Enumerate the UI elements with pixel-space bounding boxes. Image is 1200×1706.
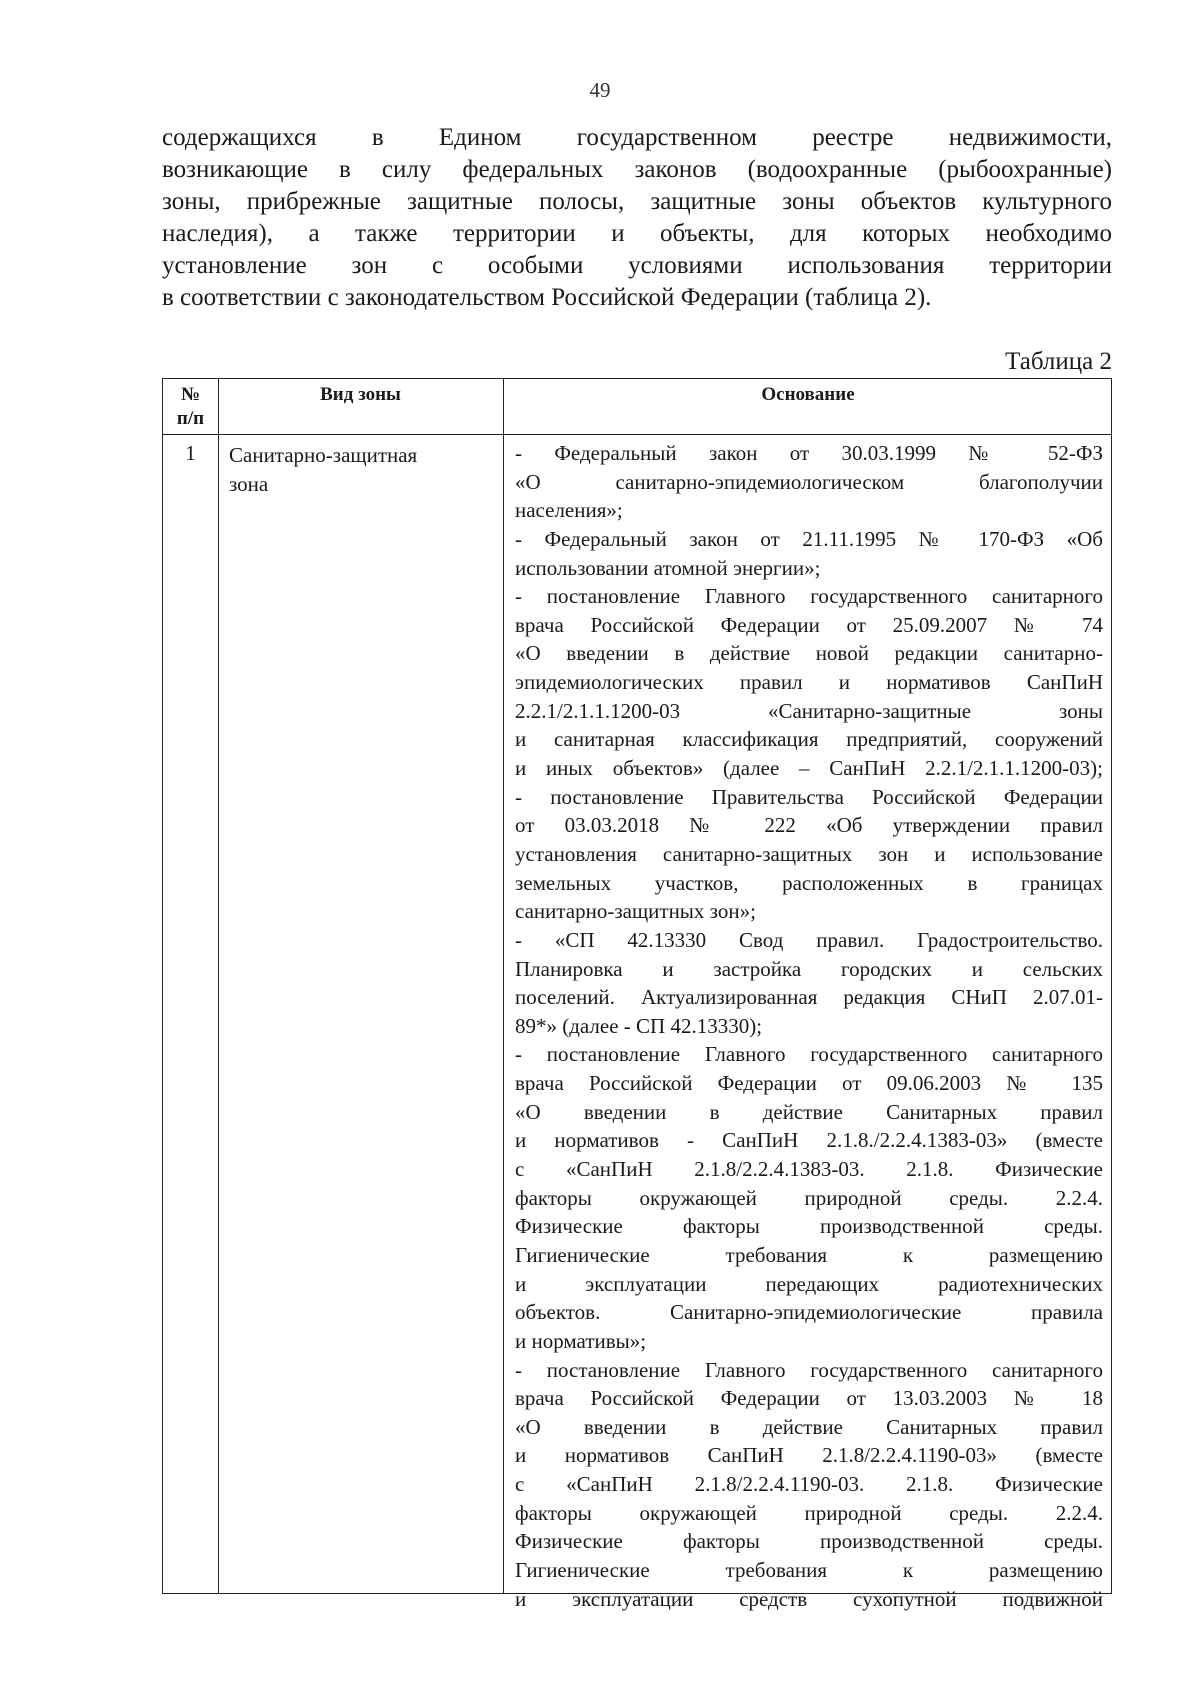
- intro-line: наследия), а также территории и объекты, для которых необходимо: [162, 220, 1112, 247]
- basis-line: и иных объектов» (далее – СанПиН 2.2.1/2.1.1.1200-03);: [515, 756, 1103, 781]
- table-caption: Таблица 2: [1005, 348, 1112, 375]
- zone-type-cell: [229, 441, 497, 498]
- basis-line: врача Российской Федерации от 25.09.2007 № 74: [515, 612, 1103, 637]
- header-number-abbrev: п/п: [176, 408, 205, 429]
- basis-line: поселений. Актуализированная редакция СНиП 2.07.01-: [515, 985, 1103, 1010]
- basis-line: и нормативы»;: [515, 1328, 647, 1353]
- intro-paragraph: [162, 122, 1112, 314]
- basis-line: и нормативов СанПиН 2.1.8/2.2.4.1190-03» (вместе: [515, 1443, 1103, 1468]
- basis-line: Физические факторы производственной среды.: [515, 1214, 1103, 1239]
- basis-line: «О введении в действие новой редакции санитарно-: [515, 641, 1103, 666]
- basis-line: факторы окружающей природной среды. 2.2.4.: [515, 1500, 1103, 1525]
- zone-type-line: Санитарно-защитная: [229, 443, 418, 467]
- basis-line: - постановление Главного государственного санитарного: [515, 584, 1103, 609]
- basis-line: земельных участков, расположенных в границах: [515, 870, 1103, 895]
- basis-line: санитарно-защитных зон»;: [515, 899, 756, 924]
- basis-line: «О введении в действие Санитарных правил: [515, 1414, 1103, 1439]
- intro-line: в соответствии с законодательством Российской Федерации (таблица 2).: [162, 284, 932, 311]
- basis-line: использовании атомной энергии»;: [515, 555, 821, 580]
- basis-line: врача Российской Федерации от 13.03.2003 № 18: [515, 1386, 1103, 1411]
- page-number: 49: [589, 78, 611, 102]
- basis-line: и нормативов - СанПиН 2.1.8./2.2.4.1383-03» (вместе: [515, 1128, 1103, 1153]
- header-zone-type: Вид зоны: [320, 384, 401, 405]
- basis-line: с «СанПиН 2.1.8/2.2.4.1383-03. 2.1.8. Физические: [515, 1157, 1103, 1182]
- basis-line: «О введении в действие Санитарных правил: [515, 1099, 1103, 1124]
- basis-line: с «СанПиН 2.1.8/2.2.4.1190-03. 2.1.8. Физические: [515, 1472, 1103, 1497]
- basis-line: - Федеральный закон от 21.11.1995 № 170-ФЗ «Об: [515, 526, 1103, 551]
- basis-line: - «СП 42.13330 Свод правил. Градостроительство.: [515, 927, 1103, 952]
- basis-line: от 03.03.2018 № 222 «Об утверждении правил: [515, 813, 1103, 838]
- basis-line: установления санитарно-защитных зон и использование: [515, 841, 1103, 866]
- basis-line: эпидемиологических правил и нормативов СанПиН: [515, 670, 1103, 695]
- column-divider: [218, 379, 219, 1593]
- header-number: [163, 383, 218, 431]
- column-divider: [503, 379, 504, 1593]
- basis-line: врача Российской Федерации от 09.06.2003 № 135: [515, 1071, 1103, 1096]
- basis-line: и санитарная классификация предприятий, сооружений: [515, 727, 1103, 752]
- intro-line: содержащихся в Едином государственном реестре недвижимости,: [162, 124, 1112, 151]
- basis-line: объектов. Санитарно-эпидемиологические правила: [515, 1300, 1103, 1325]
- basis-line: населения»;: [515, 498, 623, 523]
- basis-line: «О санитарно-эпидемиологическом благополучии: [515, 469, 1103, 494]
- basis-line: и эксплуатации средств сухопутной подвижной: [515, 1586, 1103, 1611]
- basis-cell: [515, 439, 1103, 1613]
- basis-line: - постановление Главного государственного санитарного: [515, 1042, 1103, 1067]
- zones-table: [162, 378, 1112, 1611]
- header-divider: [163, 434, 1111, 435]
- basis-line: Физические факторы производственной среды.: [515, 1529, 1103, 1554]
- intro-line: возникающие в силу федеральных законов (водоохранные (рыбоохранные): [162, 156, 1112, 183]
- header-number-symbol: №: [180, 384, 201, 405]
- basis-line: факторы окружающей природной среды. 2.2.4.: [515, 1185, 1103, 1210]
- basis-line: - Федеральный закон от 30.03.1999 № 52-ФЗ: [515, 441, 1103, 465]
- intro-line: зоны, прибрежные защитные полосы, защитные зоны объектов культурного: [162, 188, 1112, 215]
- header-basis: Основание: [761, 384, 855, 405]
- basis-line: и эксплуатации передающих радиотехнических: [515, 1271, 1103, 1296]
- row-number: 1: [185, 441, 196, 465]
- basis-line: Гигиенические требования к размещению: [515, 1557, 1103, 1582]
- zone-type-line: зона: [229, 471, 269, 496]
- basis-line: 2.2.1/2.1.1.1200-03 «Санитарно-защитные зоны: [515, 698, 1103, 723]
- basis-line: 89*» (далее - СП 42.13330);: [515, 1013, 763, 1038]
- intro-line: установление зон с особыми условиями использования территории: [162, 252, 1112, 279]
- basis-line: - постановление Правительства Российской Федерации: [515, 784, 1103, 809]
- basis-line: Планировка и застройка городских и сельских: [515, 956, 1103, 981]
- basis-line: - постановление Главного государственного санитарного: [515, 1357, 1103, 1382]
- basis-line: Гигиенические требования к размещению: [515, 1242, 1103, 1267]
